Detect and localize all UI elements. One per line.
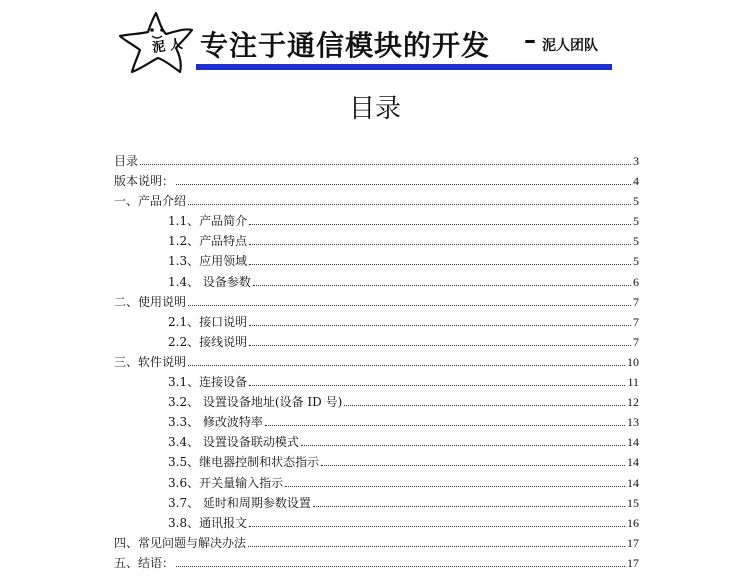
toc-leader-dots — [140, 163, 631, 165]
logo-text: 泥 人 — [151, 36, 184, 57]
toc-leader-dots — [188, 304, 631, 306]
toc-entry-label: 3.7、 延时和周期参数设置 — [168, 495, 311, 510]
toc-entry-label: 版本说明： — [114, 174, 175, 189]
toc-entry-label: 1.3、应用领域 — [168, 254, 248, 269]
toc-entry-page: 17 — [627, 535, 639, 550]
toc-entry-label: 四、常见问题与解决办法 — [114, 535, 247, 550]
toc-entry[interactable] — [114, 373, 639, 393]
toc-entry[interactable] — [114, 514, 639, 534]
toc-entry-page: 3 — [633, 154, 639, 168]
toc-leader-dots — [249, 324, 631, 326]
toc-entry-page: 5 — [633, 254, 639, 269]
toc-entry-label: 二、使用说明 — [114, 294, 187, 309]
toc-entry[interactable] — [114, 152, 639, 172]
toc-leader-dots — [249, 263, 631, 265]
toc-leader-dots — [321, 464, 625, 466]
toc-entry-label: 3.3、 修改波特率 — [168, 415, 263, 430]
toc-entry[interactable] — [114, 494, 639, 514]
toc-entry-page: 4 — [633, 174, 639, 189]
toc-entry-page: 7 — [633, 334, 639, 349]
banner-bar — [196, 64, 612, 70]
toc-entry-label: 三、软件说明 — [114, 354, 187, 369]
toc-entry-label: 1.1、产品简介 — [168, 214, 248, 229]
toc-entry-page: 16 — [627, 515, 639, 530]
toc-entry-label: 1.4、 设备参数 — [168, 274, 251, 289]
toc-leader-dots — [249, 243, 631, 245]
toc-leader-dots — [188, 203, 631, 205]
toc-leader-dots — [248, 545, 625, 547]
toc-entry[interactable] — [114, 393, 639, 413]
toc-entry[interactable] — [114, 554, 639, 574]
toc-entry-page: 5 — [633, 234, 639, 249]
toc-leader-dots — [176, 183, 631, 185]
toc-leader-dots — [313, 505, 625, 507]
toc-entry-label: 2.2、接线说明 — [168, 334, 248, 349]
toc-entry-page: 6 — [633, 274, 639, 289]
toc-leader-dots — [188, 364, 625, 366]
toc-entry[interactable] — [114, 433, 639, 453]
toc-entry-page: 12 — [627, 395, 639, 410]
toc-entry-page: 13 — [627, 415, 639, 430]
toc-entry[interactable] — [114, 232, 639, 252]
toc-leader-dots — [176, 565, 625, 567]
toc-leader-dots — [249, 384, 625, 386]
banner-dash: – — [524, 26, 536, 54]
toc-entry-label: 3.2、 设置设备地址(设备 ID 号) — [168, 395, 343, 410]
toc-entry-page: 7 — [633, 314, 639, 329]
toc-entry-page: 5 — [633, 214, 639, 229]
toc-entry[interactable] — [114, 212, 639, 232]
toc-entry-label: 目录 — [114, 154, 139, 168]
toc-entry[interactable] — [114, 293, 639, 313]
toc-entry-page: 14 — [627, 475, 639, 490]
toc-entry-page: 17 — [627, 555, 639, 570]
toc-entry[interactable] — [114, 353, 639, 373]
toc-entry[interactable] — [114, 534, 639, 554]
toc-entry-page: 10 — [627, 354, 639, 369]
toc-entry-label: 3.5、继电器控制和状态指示 — [168, 455, 320, 470]
toc-leader-dots — [249, 344, 631, 346]
banner-title: 专注于通信模块的开发 — [200, 29, 491, 62]
toc-entry-page: 5 — [633, 194, 639, 209]
toc-entry[interactable] — [114, 474, 639, 494]
toc-leader-dots — [265, 424, 625, 426]
toc-entry-label: 3.8、通讯报文 — [168, 515, 248, 530]
toc-leader-dots — [344, 404, 625, 406]
toc-entry-label: 3.1、连接设备 — [168, 375, 248, 390]
toc-entry[interactable] — [114, 313, 639, 333]
toc-entry[interactable] — [114, 192, 639, 212]
toc-leader-dots — [249, 525, 625, 527]
toc-entry-label: 2.1、接口说明 — [168, 314, 248, 329]
toc-entry[interactable] — [114, 172, 639, 192]
toc-entry-label: 五、结语： — [114, 555, 175, 570]
toc-entry-label: 3.6、开关量输入指示 — [168, 475, 284, 490]
toc-leader-dots — [285, 485, 625, 487]
toc-entry-page: 14 — [627, 455, 639, 470]
toc-entry-label: 一、产品介绍 — [114, 194, 187, 209]
banner-team: 泥人团队 — [542, 38, 598, 54]
page-title: 目录 — [348, 94, 401, 124]
toc-entry[interactable] — [114, 333, 639, 353]
toc-entry[interactable] — [114, 252, 639, 272]
toc-entry[interactable] — [114, 453, 639, 473]
toc-leader-dots — [301, 444, 625, 446]
document-header — [118, 8, 618, 78]
toc-leader-dots — [249, 223, 631, 225]
toc-entry[interactable] — [114, 413, 639, 433]
table-of-contents — [114, 152, 639, 574]
toc-entry-page: 11 — [627, 375, 639, 390]
toc-entry-label: 1.2、产品特点 — [168, 234, 248, 249]
toc-leader-dots — [253, 284, 631, 286]
toc-entry-label: 3.4、 设置设备联动模式 — [168, 435, 299, 450]
toc-entry-page: 15 — [627, 495, 639, 510]
toc-entry[interactable] — [114, 273, 639, 293]
toc-entry-page: 14 — [627, 435, 639, 450]
toc-entry-page: 7 — [633, 294, 639, 309]
